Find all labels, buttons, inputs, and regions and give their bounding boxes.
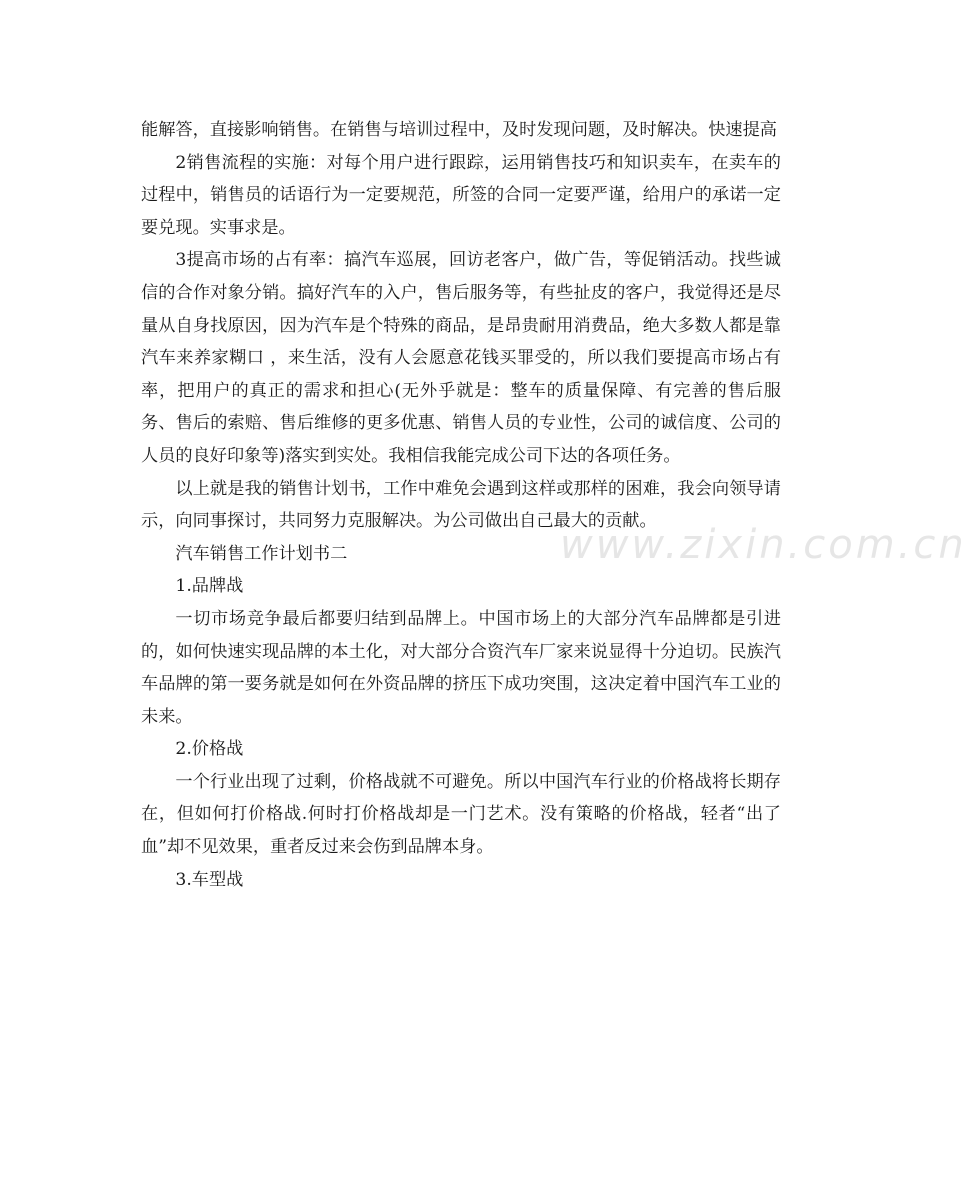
section-heading-plan-two: 汽车销售工作计划书二 (175, 543, 348, 564)
subheading-brand-war: 1.品牌战 (175, 576, 244, 597)
document-body (141, 114, 781, 896)
subheading-price-war: 2.价格战 (175, 739, 244, 760)
subheading-model-war: 3.车型战 (175, 869, 244, 890)
paragraph-brand-war: 一切市场竞争最后都要归结到品牌上。中国市场上的大部分汽车品牌都是引进的，如何快速实现品牌的本土化，对大部分合资汽车厂家来说显得十分迫切。民族汽车品牌的第一要务就是如何在外资品牌的挤压下成功突围，这决定着中国汽车工业的未来。 (141, 608, 781, 727)
watermark: www.zixin.com.cn (560, 522, 967, 568)
paragraph-price-war: 一个行业出现了过剩，价格战就不可避免。所以中国汽车行业的价格战将长期存在，但如何打价格战.何时打价格战却是一门艺术。没有策略的价格战，轻者“出了血”却不见效果，重者反过来会伤到品牌本身。 (141, 771, 781, 858)
paragraph-continuation: 能解答，直接影响销售。在销售与培训过程中，及时发现问题，及时解决。快速提高 (141, 120, 777, 140)
paragraph-summary: 以上就是我的销售计划书，工作中难免会遇到这样或那样的困难，我会向领导请示，向同事探讨，共同努力克服解决。为公司做出自己最大的贡献。 (141, 478, 781, 532)
paragraph-sales-process: 2销售流程的实施：对每个用户进行跟踪，运用销售技巧和知识卖车，在卖车的过程中，销售员的话语行为一定要规范，所签的合同一定要严谨，给用户的承诺一定要兑现。实事求是。 (141, 152, 781, 238)
paragraph-market-share: 3提高市场的占有率：搞汽车巡展，回访老客户，做广告，等促销活动。找些诚信的合作对象分销。搞好汽车的入户，售后服务等，有些扯皮的客户，我觉得还是尽量从自身找原因，因为汽车是个特殊的商品，是昂贵耐用消费品，绝大多数人都是靠汽车来养家糊口 ，来生活，没有人会愿意花钱买罪受的，所以我们要提高市场占有率，把用户的真正的需求和担心(无外乎就是：整车的质量保障、有完善的售后服务、售后的索赔、售后维修的更多优惠、销售人员的专业性，公司的诚信度、公司的人员的良好印象等)落实到实处。我相信我能完成公司下达的各项任务。 (141, 250, 781, 466)
